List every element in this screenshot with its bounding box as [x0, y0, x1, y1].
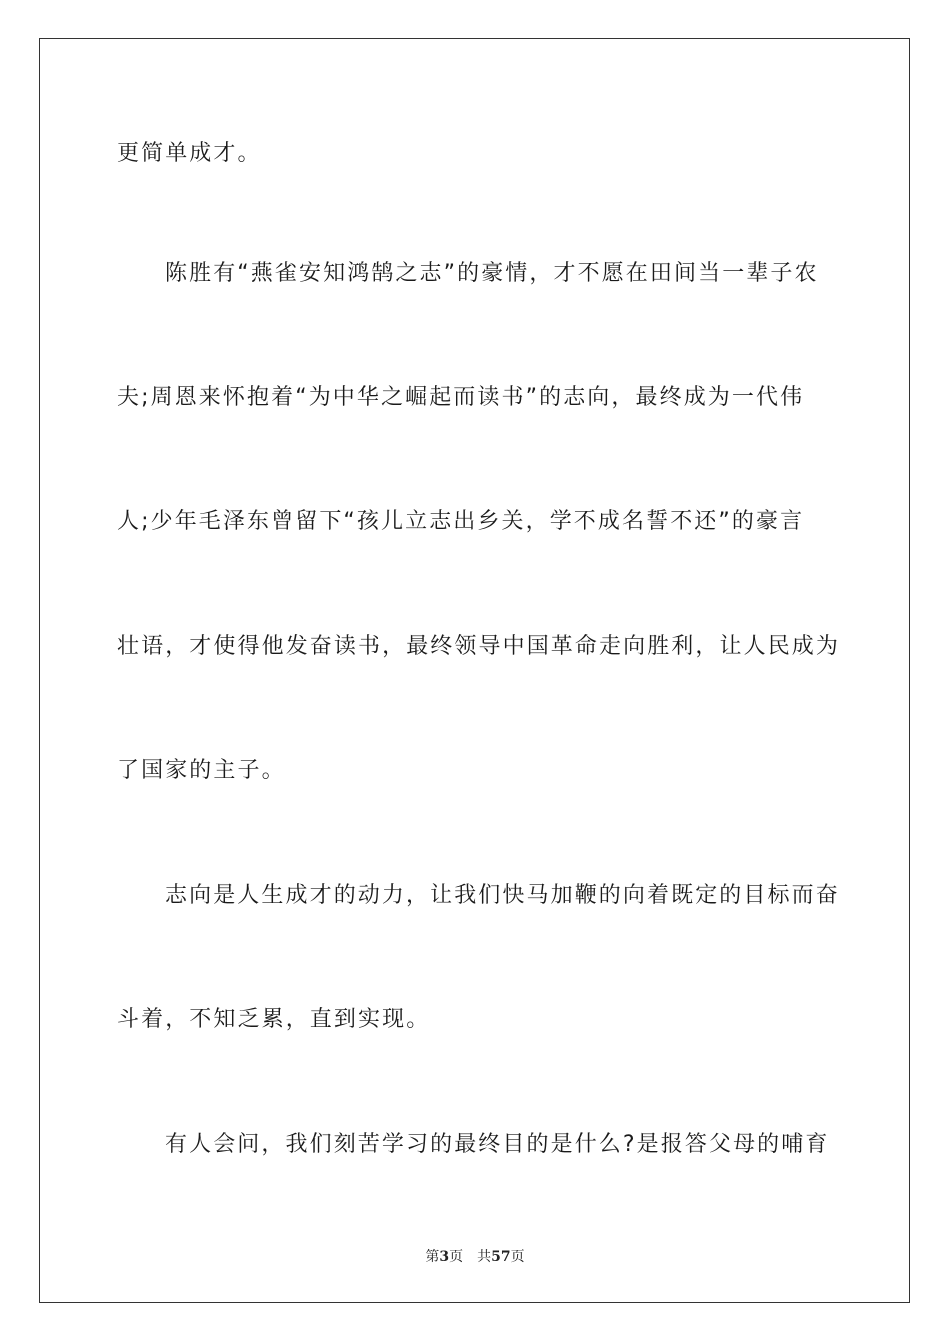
total-pages: 57 [491, 1249, 511, 1265]
total-suffix: 页 [510, 1249, 525, 1265]
body-text-line: 人;少年毛泽东曾留下“孩儿立志出乡关，学不成名誓不还”的豪言 [117, 509, 805, 534]
page-number: 3 [439, 1249, 450, 1265]
body-text-line: 有人会问，我们刻苦学习的最终目的是什么?是报答父母的哺育 [165, 1132, 830, 1157]
page-footer [0, 1248, 950, 1266]
body-text-line: 壮语，才使得他发奋读书，最终领导中国革命走向胜利，让人民成为 [117, 634, 841, 659]
body-text-line: 斗着，不知乏累，直到实现。 [117, 1007, 431, 1032]
body-text-line: 志向是人生成才的动力，让我们快马加鞭的向着既定的目标而奋 [165, 883, 840, 908]
page-frame [39, 38, 910, 1303]
body-text-line: 夫;周恩来怀抱着“为中华之崛起而读书”的志向，最终成为一代伟 [117, 385, 805, 410]
page-suffix: 页 [449, 1249, 464, 1265]
body-text-line: 了国家的主子。 [117, 758, 286, 783]
body-text-line: 更简单成才。 [117, 141, 262, 166]
total-prefix: 共 [477, 1249, 492, 1265]
page-prefix: 第 [425, 1249, 440, 1265]
body-text-line: 陈胜有“燕雀安知鸿鹄之志”的豪情，才不愿在田间当一辈子农 [165, 261, 819, 286]
